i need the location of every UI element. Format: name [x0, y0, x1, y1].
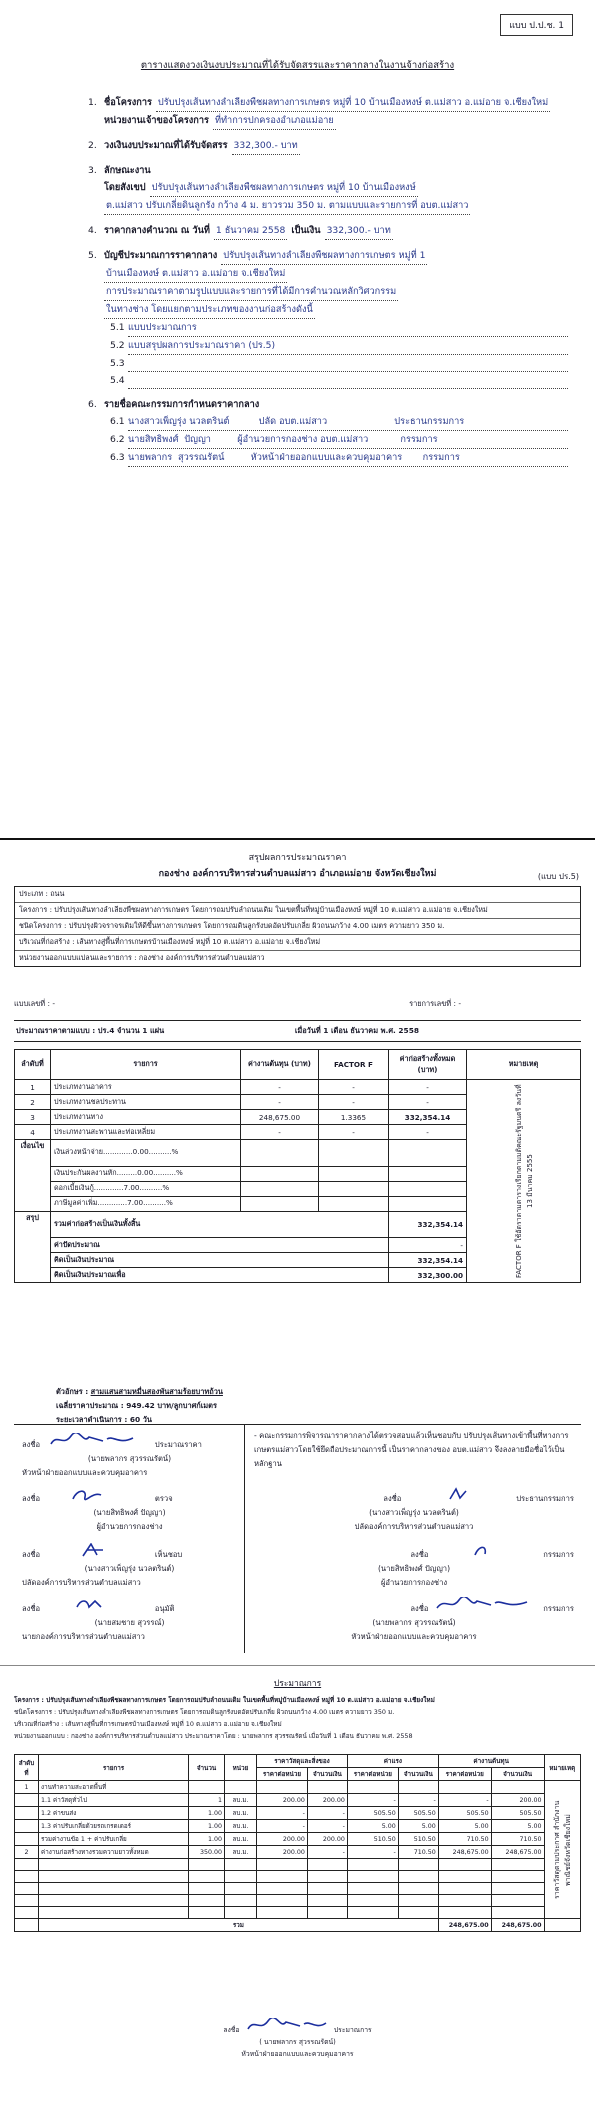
final-median-price: 332,300.00: [389, 1268, 467, 1283]
estimator-signature: ลงชื่อ ประมาณการ ( นายพลากร สุวรรณรัตน์) หัวหน้าฝ่ายออกแบบและควบคุมอาคาร: [0, 2018, 595, 2060]
page-3-sheet: [0, 1665, 595, 2101]
form-code-box: แบบ ป.ป.ช. 1: [500, 14, 573, 36]
estimate-title: ประมาณการ: [273, 1679, 322, 1689]
signature-approver-1: ลงชื่อ เห็นชอบ (นางสาวเพ็ญรุ่ง นวลตรินต์) ปลัดองค์การบริหารส่วนตำบลแม่สาว: [22, 1543, 237, 1590]
price-list-sub-1: 5.1 แบบประมาณการ: [110, 319, 568, 337]
handwritten-signature: [404, 1487, 514, 1501]
table-row: 2 ประเภทงานชลประทาน - - -: [15, 1095, 581, 1110]
drawing-number-line: แบบเลขที่ : - รายการเลขที่ : -: [14, 999, 461, 1008]
committee-member-signature-2: ลงชื่อ กรรมการ (นายพลากร สุวรรณรัตน์) หัวหน้าฝ่ายออกแบบและควบคุมอาคาร: [254, 1597, 574, 1644]
handwritten-signature: [431, 1543, 541, 1557]
price-list-sub-4: 5.4: [110, 372, 568, 389]
bill-total-row: รวม 248,675.00 248,675.00: [15, 1919, 581, 1932]
factor-note: FACTOR F ใช้อัตราตามตารางเรียกตามมติคณะรัฐมนตรี ลงวันที่ 13 มีนาคม 2555: [467, 1080, 581, 1283]
table-row: [15, 1895, 581, 1907]
project-info-box: ประเภท : ถนน โครงการ : ปรับปรุงเส้นทางลำเลียงพืชผลทางการเกษตร โดยการถมปรับลำถนนเดิม ในเขตพื้นที่หมู่บ้านเมืองหงษ์ หมู่ที่ 10 ต.แม่สาว อ.แม่อาย จ.เชียงใหม่ ชนิดโครงการ : ปรับปรุงผิวจราจรเดิมให้ดีขึ้นทางการเกษตร โดยการถมดินลูกรังบดอัดปรับเกลี่ย ผิวถนนกว้าง 4.00 เมตร ความยาว 350 ม. บริเวณที่ก่อสร้าง : เส้นทางสู่พื้นที่การเกษตรบ้านเมืองหงษ์ หมู่ที่ 10 ต.แม่สาว อ.แม่อาย จ.เชียงใหม่ หน่วยงานออกแบบแปลนและรายการ : กองช่าง องค์การบริหารส่วนตำบลแม่สาว: [14, 886, 581, 967]
committee-member-2: 6.2 นายสิทธิพงศ์ ปัญญา ผู้อำนวยการกองช่าง อบต.แม่สาว กรรมการ: [110, 431, 568, 449]
estimate-info: โครงการ : ปรับปรุงเส้นทางลำเลียงพืชผลทางการเกษตร โดยการถมปรับลำถนนเดิม ในเขตพื้นที่หมู่บ้านเมืองหงษ์ หมู่ที่ 10 ต.แม่สาว อ.แม่อาย จ.เชียงใหม่ ชนิดโครงการ : ปรับปรุงเส้นทางลำเลียงพืชผลทางการเกษตร โดยการถมดินลูกรังบดอัดปรับเกลี่ย ผิวถนนกว้าง 4.00 เมตร ความยาว 350 ม. บริเวณที่ก่อสร้าง : เส้นทางสู่พื้นที่การเกษตรบ้านเมืองหงษ์ หมู่ที่ 10 ต.แม่สาว อ.แม่อาย จ.เชียงใหม่ หน่วยงานออกแบบ : กองช่าง องค์การบริหารส่วนตำบลแม่สาว ประมาณราคาโดย : นายพลากร สุวรรณรัตน์ เมื่อวันที่ 1 เดือน ธันวาคม พ.ศ. 2558: [14, 1696, 435, 1740]
summary-table: ลำดับที่ รายการ ค่างานต้นทุน (บาท) FACTOR F ค่าก่อสร้างทั้งหมด (บาท) หมายเหตุ 1 ประเภทงานอาคาร - - - FACTOR F ใช้อัตราตามตารางเรียกตามมติคณะรัฐมนตรี ลงวันที่ 13 มีนาคม 2555 2 ประเภทงานชลประทาน - - - 3 ประเภทงานทาง 248,675.00 1.3365 332,354.14 4 ประเภทงานสะพานและท่อเหลี่ยม - - - เงื่อนไข เงินล่วงหน้าจ่าย.............0.00..........% เงินประกันผลงานหัก.........0.00..........% ดอกเบี้ยเงินกู้.............7.00..........% ภาษีมูลค่าเพิ่ม.............7.00..........% สรุป รวมค่าก่อสร้างเป็นเงินทั้งสิ้น 332,354.14 ค่าปัดประมาณ - คิดเป็นเงินประมาณ 332,354.14 คิดเป็นเงินประมาณเพื่อ 332,300.00: [14, 1049, 581, 1283]
handwritten-signature: [431, 1597, 541, 1611]
conditions-row: เงื่อนไข เงินล่วงหน้าจ่าย.............0.00..........%: [15, 1140, 581, 1167]
table-row: 4 ประเภทงานสะพานและท่อเหลี่ยม - - -: [15, 1125, 581, 1140]
table-row: 1 งานทำความสะอาดพื้นที่ ราคาวัสดุตามประกาศ สำนักงานพาณิชย์จังหวัดเชียงใหม่: [15, 1781, 581, 1794]
table-row: รวมค่างานข้อ 1 + ค่าปรับเกลี่ย 1.00 ลบ.ม. 200.00 200.00 510.50 510.50 710.50 710.50: [15, 1833, 581, 1846]
item-budget: 2. วงเงินงบประมาณที่ได้รับจัดสรร 332,300.- บาท: [88, 137, 568, 155]
item-price-list: 5. บัญชีประมาณการราคากลาง ปรับปรุงเส้นทางลำเลียงพืชผลทางการเกษตร หมู่ที่ 1: [88, 247, 568, 265]
bill-of-quantities-table: ลำดับที่ รายการ จำนวน หน่วย ราคาวัสดุและสิ่งของ ค่าแรง ค่างานต้นทุน หมายเหตุ ราคาต่อหน่วย จำนวนเงิน ราคาต่อหน่วย จำนวนเงิน ราคาต่อหน่วย จำนวนเงิน 1 งานทำความสะอาดพื้นที่ ราคาวัสดุตามประกาศ สำนักงานพาณิชย์จังหวัดเชียงใหม่ 1.1 ค่าวัสดุทั่วไป 1 ลบ.ม. 200.00 200.00 - - - 200.00 1.2 ค่าขนส่ง 1.00 ลบ.ม. - - 505.50 505.50 505.50 505.50 1.3 ค่าปรับเกลี่ยด้วยรถเกรดเดอร์ 1.00 ลบ.ม. - - 5.00 5.00 5.00 5.00 รวมค่างานข้อ 1 + ค่าปรับเกลี่ย 1.00 ลบ.ม. 200.00 200.00 510.50 510.50 710.50 710.50 2 ค่างานก่อสร้างทางรวมความยาวทั้งหมด 350.00 ลบ.ม. 200.00 - - 710.50 248,675.00 248,675.00 รวม 248,675.00 248,675.00: [14, 1754, 581, 1932]
table-row: 1.1 ค่าวัสดุทั่วไป 1 ลบ.ม. 200.00 200.00 - - - 200.00: [15, 1794, 581, 1807]
form-code-pr5: (แบบ ปร.5): [537, 872, 579, 881]
handwritten-signature: [43, 1597, 153, 1611]
table-row: 1.2 ค่าขนส่ง 1.00 ลบ.ม. - - 505.50 505.50 505.50 505.50: [15, 1807, 581, 1820]
item-work-type: 3. ลักษณะงาน: [88, 165, 151, 176]
item-owner-agency: หน่วยงานเจ้าของโครงการ ที่ทำการปกครองอำเภอแม่อาย: [104, 112, 568, 130]
project-name-value: ปรับปรุงเส้นทางลำเลียงพืชผลทางการเกษตร หมู่ที่ 10 บ้านเมืองหงษ์ ต.แม่สาว อ.แม่อาย จ.เชียงใหม่: [156, 94, 550, 112]
budget-value: 332,300.- บาท: [232, 137, 300, 155]
estimate-basis-line: ประมาณราคาตามแบบ : ปร.4 จำนวน 1 แผ่น เมื่อวันที่ 1 เดือน ธันวาคม พ.ศ. 2558: [14, 1020, 581, 1042]
table-row: [15, 1871, 581, 1883]
document-title: ตารางแสดงวงเงินงบประมาณที่ได้รับจัดสรรและราคากลางในงานจ้างก่อสร้าง: [140, 60, 455, 71]
table-row: 1.3 ค่าปรับเกลี่ยด้วยรถเกรดเดอร์ 1.00 ลบ.ม. - - 5.00 5.00 5.00 5.00: [15, 1820, 581, 1833]
table-row: [15, 1907, 581, 1919]
item-committee: 6. รายชื่อคณะกรรมการกำหนดราคากลาง: [88, 399, 260, 410]
item-median-price: 4. ราคากลางคำนวณ ณ วันที่ 1 ธันวาคม 2558 เป็นเงิน 332,300.- บาท: [88, 222, 568, 240]
price-list-sub-2: 5.2 แบบสรุปผลการประมาณราคา (ปร.5): [110, 337, 568, 355]
price-words-block: ตัวอักษร : สามแสนสามหมื่นสองพันสามร้อยบาทถ้วน เฉลี่ยราคาประมาณ : 949.42 บาท/ลูกบาศก์เมตร ระยะเวลาดำเนินการ : 60 วัน: [56, 1387, 223, 1424]
handwritten-signature: [242, 2018, 332, 2032]
signature-checker: ลงชื่อ ตรวจ (นายสิทธิพงศ์ ปัญญา) ผู้อำนวยการกองช่าง: [22, 1487, 237, 1534]
summary-row: สรุป รวมค่าก่อสร้างเป็นเงินทั้งสิ้น 332,354.14: [15, 1211, 581, 1238]
table-row: [15, 1883, 581, 1895]
summary-heading: สรุปผลการประมาณราคา: [248, 853, 347, 863]
bill-side-note: ราคาวัสดุตามประกาศ สำนักงานพาณิชย์จังหวัดเชียงใหม่: [544, 1781, 581, 1919]
signature-estimator: ลงชื่อ ประมาณราคา (นายพลากร สุวรรณรัตน์) หัวหน้าฝ่ายออกแบบและควบคุมอาคาร: [22, 1433, 237, 1480]
table-row: 2 ค่างานก่อสร้างทางรวมความยาวทั้งหมด 350.00 ลบ.ม. 200.00 - - 710.50 248,675.00 248,675.00: [15, 1846, 581, 1859]
summary-subheading: กองช่าง องค์การบริหารส่วนตำบลแม่สาว อำเภอแม่อาย จังหวัดเชียงใหม่: [158, 869, 437, 879]
table-row: [15, 1859, 581, 1871]
handwritten-signature: [43, 1543, 153, 1557]
handwritten-signature: [43, 1433, 153, 1447]
committee-statement: - คณะกรรมการพิจารณาราคากลางได้ตรวจสอบแล้วเห็นชอบกับ ปรับปรุงเส้นทางเข้าพื้นที่ทางการเกษตรแม่สาวโดยใช้ยึดถือประมาณการนี้ เป็นราคากลางของ อบต.แม่สาว จึงลงลายมือชื่อไว้เป็นหลักฐาน: [254, 1431, 569, 1468]
document-body: 1. ชื่อโครงการ ปรับปรุงเส้นทางลำเลียงพืชผลทางการเกษตร หมู่ที่ 10 บ้านเมืองหงษ์ ต.แม่สาว อ.แม่อาย จ.เชียงใหม่ หน่วยงานเจ้าของโครงการ ที่ทำการปกครองอำเภอแม่อาย 2. วงเงินงบประมาณที่ได้รับจัดสรร 332,300.- บาท 3. ลักษณะงาน โดยสังเขป ปรับปรุงเส้นทางลำเลียงพืชผลทางการเกษตร หมู่ที่ 10 บ้านเมืองหงษ์ ต.แม่สาว ปรับเกลี่ยดินลูกรัง กว้าง 4 ม. ยาวรวม 350 ม. ตามแบบและรายการที่ อบต.แม่สาว 4. ราคากลางคำนวณ ณ วันที่ 1 ธันวาคม 2558 เป็นเงิน 332,300.- บาท 5. บัญชีประมาณการราคากลาง ปรับปรุงเส้นทางลำเลียงพืชผลทางการเกษตร หมู่ที่ 1 บ้านเมืองหงษ์ ต.แม่สาว อ.แม่อาย จ.เชียงใหม่ การประมาณราคาตามรูปแบบและรายการที่ได้มีการคำนวณหลักวิศวกรรม ในทางช่าง โดยแยกตามประเภทของงานก่อสร้างดังนี้ 5.1 แบบประมาณการ 5.2 แบบสรุปผลการประมาณราคา (ปร.5) 5.3 5.4 6. รายชื่อคณะกรรมการกำหนดราคากลาง 6.1 นางสาวเพ็ญรุ่ง นวลตรินต์ ปลัด อบต.แม่สาว ประธานกรรมการ 6.2 นายสิทธิพงศ์ ปัญญา ผู้อำนวยการกองช่าง อบต.แม่สาว กรรมการ 6.3 นายพลากร สุวรรณรัตน์ หัวหน้าฝ่ายออกแบบและควบคุมอาคาร กรรมการ: [88, 94, 568, 467]
table-row: 1 ประเภทงานอาคาร - - - FACTOR F ใช้อัตราตามตารางเรียกตามมติคณะรัฐมนตรี ลงวันที่ 13 มีนาคม 2555: [15, 1080, 581, 1095]
page-2-sheet: [0, 838, 595, 1660]
committee-chair-signature: ลงชื่อ ประธานกรรมการ (นางสาวเพ็ญรุ่ง นวลตรินต์) ปลัดองค์การบริหารส่วนตำบลแม่สาว: [254, 1487, 574, 1534]
page-1-sheet: [0, 0, 595, 830]
committee-member-signature-1: ลงชื่อ กรรมการ (นายสิทธิพงศ์ ปัญญา) ผู้อำนวยการกองช่าง: [254, 1543, 574, 1590]
item-project-name: 1. ชื่อโครงการ ปรับปรุงเส้นทางลำเลียงพืชผลทางการเกษตร หมู่ที่ 10 บ้านเมืองหงษ์ ต.แม่สาว อ.แม่อาย จ.เชียงใหม่: [88, 94, 568, 112]
signature-approver-2: ลงชื่อ อนุมัติ (นายสมชาย สุวรรณ์) นายกองค์การบริหารส่วนตำบลแม่สาว: [22, 1597, 237, 1644]
committee-member-3: 6.3 นายพลากร สุวรรณรัตน์ หัวหน้าฝ่ายออกแบบและควบคุมอาคาร กรรมการ: [110, 449, 568, 467]
committee-member-1: 6.1 นางสาวเพ็ญรุ่ง นวลตรินต์ ปลัด อบต.แม่สาว ประธานกรรมการ: [110, 413, 568, 431]
table-row: 3 ประเภทงานทาง 248,675.00 1.3365 332,354.14: [15, 1110, 581, 1125]
price-list-sub-3: 5.3: [110, 355, 568, 372]
bill-rows: [15, 1781, 581, 1919]
signature-area: [14, 1424, 581, 1652]
handwritten-signature: [43, 1487, 153, 1501]
